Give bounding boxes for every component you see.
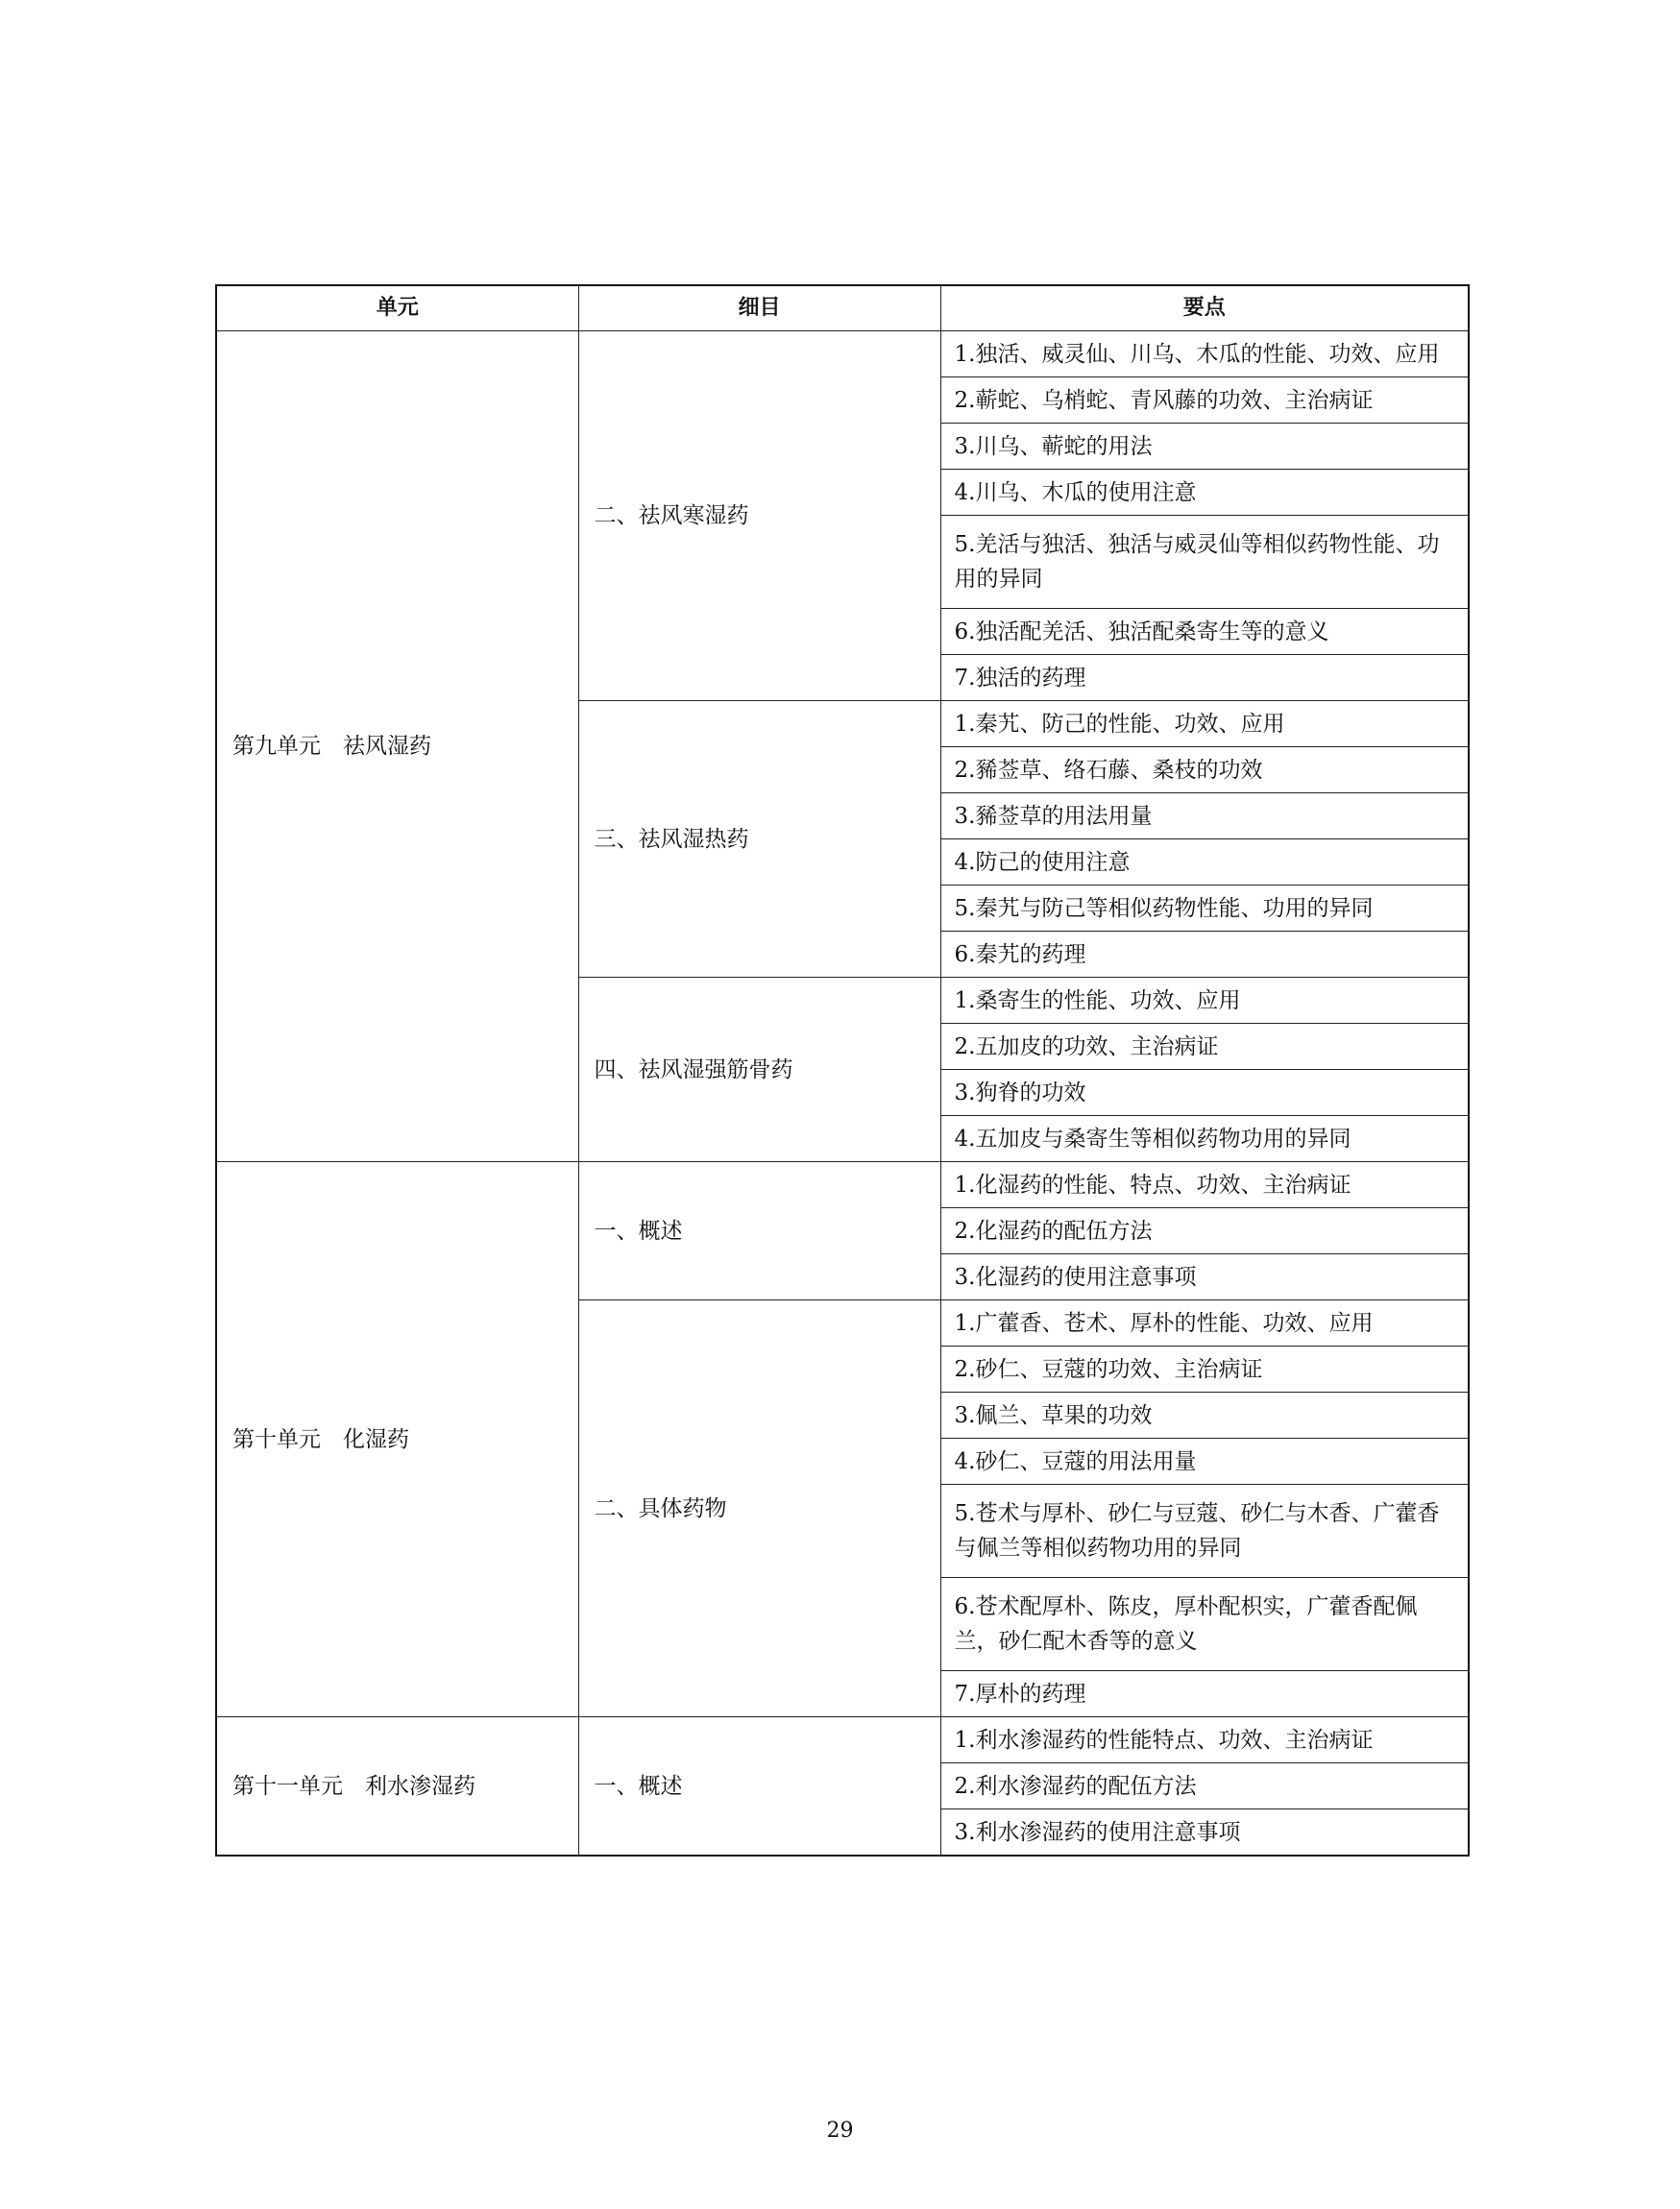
point-cell: 7.独活的药理 <box>940 655 1469 701</box>
point-cell: 3.化湿药的使用注意事项 <box>940 1254 1469 1300</box>
point-cell: 2.利水渗湿药的配伍方法 <box>940 1763 1469 1809</box>
point-cell: 5.苍术与厚朴、砂仁与豆蔻、砂仁与木香、广藿香与佩兰等相似药物功用的异同 <box>940 1485 1469 1578</box>
point-cell: 1.利水渗湿药的性能特点、功效、主治病证 <box>940 1717 1469 1763</box>
point-cell: 2.化湿药的配伍方法 <box>940 1208 1469 1254</box>
point-cell: 3.狗脊的功效 <box>940 1070 1469 1116</box>
point-cell: 3.豨莶草的用法用量 <box>940 793 1469 839</box>
point-cell: 5.羌活与独活、独活与威灵仙等相似药物性能、功用的异同 <box>940 516 1469 609</box>
table-row <box>216 331 1469 377</box>
point-cell: 2.五加皮的功效、主治病证 <box>940 1024 1469 1070</box>
header-item: 细目 <box>578 285 940 331</box>
table-row <box>216 1162 1469 1208</box>
syllabus-table <box>215 284 1470 1857</box>
page-number: 29 <box>826 2119 854 2143</box>
header-points: 要点 <box>940 285 1469 331</box>
point-cell: 2.蕲蛇、乌梢蛇、青风藤的功效、主治病证 <box>940 377 1469 424</box>
item-cell: 二、具体药物 <box>578 1300 940 1717</box>
item-cell: 一、概述 <box>578 1162 940 1300</box>
point-cell: 6.独活配羌活、独活配桑寄生等的意义 <box>940 609 1469 655</box>
header-unit: 单元 <box>216 285 578 331</box>
point-cell: 3.佩兰、草果的功效 <box>940 1393 1469 1439</box>
point-cell: 1.秦艽、防己的性能、功效、应用 <box>940 701 1469 747</box>
point-cell: 2.豨莶草、络石藤、桑枝的功效 <box>940 747 1469 793</box>
point-cell: 5.秦艽与防己等相似药物性能、功用的异同 <box>940 886 1469 932</box>
point-cell: 3.川乌、蕲蛇的用法 <box>940 424 1469 470</box>
unit-cell-9: 第九单元 祛风湿药 <box>216 331 578 1162</box>
point-cell: 4.川乌、木瓜的使用注意 <box>940 470 1469 516</box>
point-cell: 6.苍术配厚朴、陈皮，厚朴配枳实，广藿香配佩兰，砂仁配木香等的意义 <box>940 1578 1469 1671</box>
point-cell: 1.独活、威灵仙、川乌、木瓜的性能、功效、应用 <box>940 331 1469 377</box>
unit-cell-10: 第十单元 化湿药 <box>216 1162 578 1717</box>
unit-cell-11: 第十一单元 利水渗湿药 <box>216 1717 578 1857</box>
point-cell: 1.化湿药的性能、特点、功效、主治病证 <box>940 1162 1469 1208</box>
point-cell: 1.广藿香、苍术、厚朴的性能、功效、应用 <box>940 1300 1469 1347</box>
point-cell: 1.桑寄生的性能、功效、应用 <box>940 978 1469 1024</box>
point-cell: 4.五加皮与桑寄生等相似药物功用的异同 <box>940 1116 1469 1162</box>
item-cell: 一、概述 <box>578 1717 940 1857</box>
point-cell: 7.厚朴的药理 <box>940 1671 1469 1717</box>
item-cell: 三、祛风湿热药 <box>578 701 940 978</box>
point-cell: 4.防己的使用注意 <box>940 839 1469 886</box>
point-cell: 4.砂仁、豆蔻的用法用量 <box>940 1439 1469 1485</box>
header-row <box>216 285 1469 331</box>
point-cell: 3.利水渗湿药的使用注意事项 <box>940 1809 1469 1857</box>
item-cell: 四、祛风湿强筋骨药 <box>578 978 940 1162</box>
point-cell: 2.砂仁、豆蔻的功效、主治病证 <box>940 1347 1469 1393</box>
point-cell: 6.秦艽的药理 <box>940 932 1469 978</box>
table-row <box>216 1717 1469 1763</box>
item-cell: 二、祛风寒湿药 <box>578 331 940 701</box>
